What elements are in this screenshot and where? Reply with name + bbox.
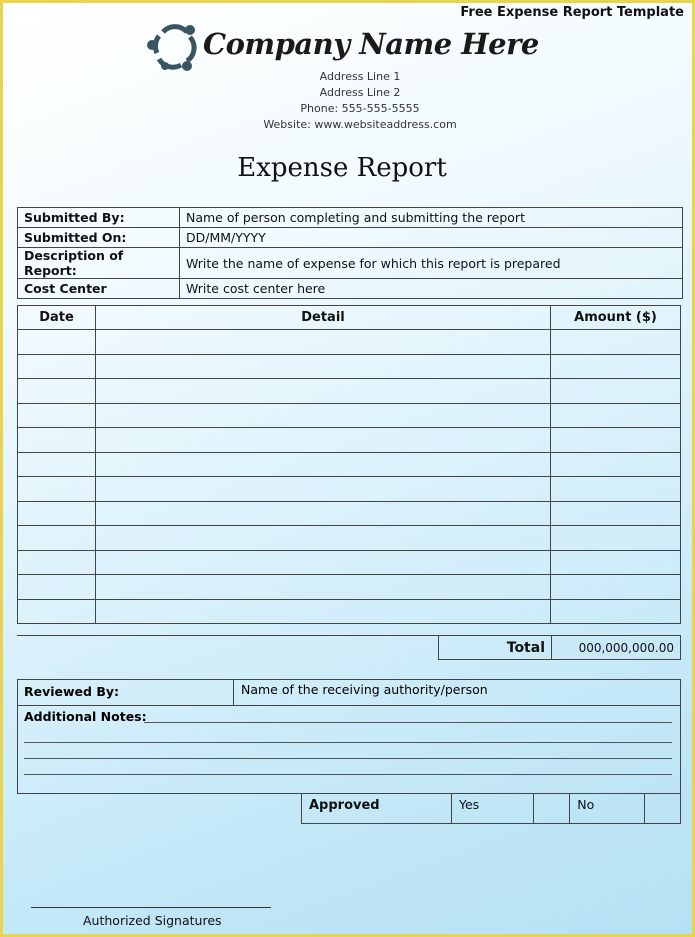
amount-cell[interactable] [551, 599, 681, 624]
company-website: Website: www.websiteaddress.com [263, 118, 457, 131]
date-cell[interactable] [18, 599, 96, 624]
notes-line-4[interactable] [24, 774, 672, 775]
description-field[interactable]: Write the name of expense for which this report is prepared [180, 248, 683, 279]
info-row [18, 228, 683, 248]
table-row [18, 452, 681, 477]
report-title: Expense Report [237, 153, 447, 183]
notes-line-2[interactable] [24, 742, 672, 743]
description-label: Description of Report: [18, 248, 180, 279]
detail-cell[interactable] [96, 550, 551, 575]
date-cell[interactable] [18, 428, 96, 453]
address-line-1: Address Line 1 [319, 70, 401, 83]
company-name: Company Name Here [203, 27, 539, 61]
detail-cell[interactable] [96, 599, 551, 624]
expense-items-body [18, 330, 681, 624]
date-column-header: Date [18, 306, 96, 330]
table-row [18, 501, 681, 526]
yes-label: Yes [452, 794, 534, 824]
date-cell[interactable] [18, 575, 96, 600]
submitted-on-field[interactable]: DD/MM/YYYY [180, 228, 683, 248]
amount-cell[interactable] [551, 452, 681, 477]
amount-cell[interactable] [551, 575, 681, 600]
approval-row [302, 794, 681, 824]
detail-cell[interactable] [96, 354, 551, 379]
cost-center-field[interactable]: Write cost center here [180, 279, 683, 299]
amount-cell[interactable] [551, 477, 681, 502]
table-row [18, 526, 681, 551]
amount-cell[interactable] [551, 354, 681, 379]
notes-line-3[interactable] [24, 758, 672, 759]
detail-cell[interactable] [96, 330, 551, 355]
notes-line-1[interactable] [144, 722, 672, 723]
reviewed-by-field[interactable]: Name of the receiving authority/person [234, 680, 680, 706]
review-section [17, 679, 681, 794]
amount-cell[interactable] [551, 501, 681, 526]
table-row [18, 379, 681, 404]
date-cell[interactable] [18, 526, 96, 551]
info-row [18, 208, 683, 228]
table-row [18, 403, 681, 428]
date-cell[interactable] [18, 477, 96, 502]
date-cell[interactable] [18, 403, 96, 428]
yes-checkbox[interactable] [534, 794, 570, 824]
signature-line[interactable] [31, 907, 271, 908]
table-header-row [18, 306, 681, 330]
total-label: Total [439, 636, 552, 660]
total-value[interactable]: 000,000,000.00 [552, 636, 681, 660]
table-row [18, 477, 681, 502]
amount-column-header: Amount ($) [551, 306, 681, 330]
expense-items-table [17, 305, 681, 624]
detail-column-header: Detail [96, 306, 551, 330]
detail-cell[interactable] [96, 452, 551, 477]
signature-label: Authorized Signatures [83, 913, 222, 928]
submitted-by-label: Submitted By: [18, 208, 180, 228]
company-phone: Phone: 555-555-5555 [300, 102, 420, 115]
cost-center-label: Cost Center [18, 279, 180, 299]
amount-cell[interactable] [551, 379, 681, 404]
date-cell[interactable] [18, 354, 96, 379]
table-row [18, 428, 681, 453]
date-cell[interactable] [18, 501, 96, 526]
table-row [18, 354, 681, 379]
table-row [18, 550, 681, 575]
amount-cell[interactable] [551, 428, 681, 453]
date-cell[interactable] [18, 379, 96, 404]
submitted-on-label: Submitted On: [18, 228, 180, 248]
no-label: No [570, 794, 645, 824]
amount-cell[interactable] [551, 526, 681, 551]
detail-cell[interactable] [96, 501, 551, 526]
date-cell[interactable] [18, 330, 96, 355]
amount-cell[interactable] [551, 403, 681, 428]
table-row [18, 599, 681, 624]
submitted-by-field[interactable]: Name of person completing and submitting the report [180, 208, 683, 228]
approved-label: Approved [302, 794, 452, 824]
info-row [18, 248, 683, 279]
approval-table [301, 793, 681, 824]
amount-cell[interactable] [551, 550, 681, 575]
report-info-table [17, 207, 683, 299]
date-cell[interactable] [18, 550, 96, 575]
detail-cell[interactable] [96, 575, 551, 600]
template-title: Free Expense Report Template [460, 5, 684, 20]
table-row [18, 330, 681, 355]
reviewed-by-label: Reviewed By: [18, 680, 234, 706]
amount-cell[interactable] [551, 330, 681, 355]
detail-cell[interactable] [96, 477, 551, 502]
table-row [18, 575, 681, 600]
total-table [438, 635, 681, 660]
detail-cell[interactable] [96, 403, 551, 428]
info-row [18, 279, 683, 299]
detail-cell[interactable] [96, 526, 551, 551]
additional-notes-label: Additional Notes: [24, 709, 147, 724]
date-cell[interactable] [18, 452, 96, 477]
detail-cell[interactable] [96, 428, 551, 453]
address-line-2: Address Line 2 [319, 86, 401, 99]
total-row [439, 636, 681, 660]
detail-cell[interactable] [96, 379, 551, 404]
no-checkbox[interactable] [645, 794, 681, 824]
company-logo-icon [147, 21, 203, 73]
